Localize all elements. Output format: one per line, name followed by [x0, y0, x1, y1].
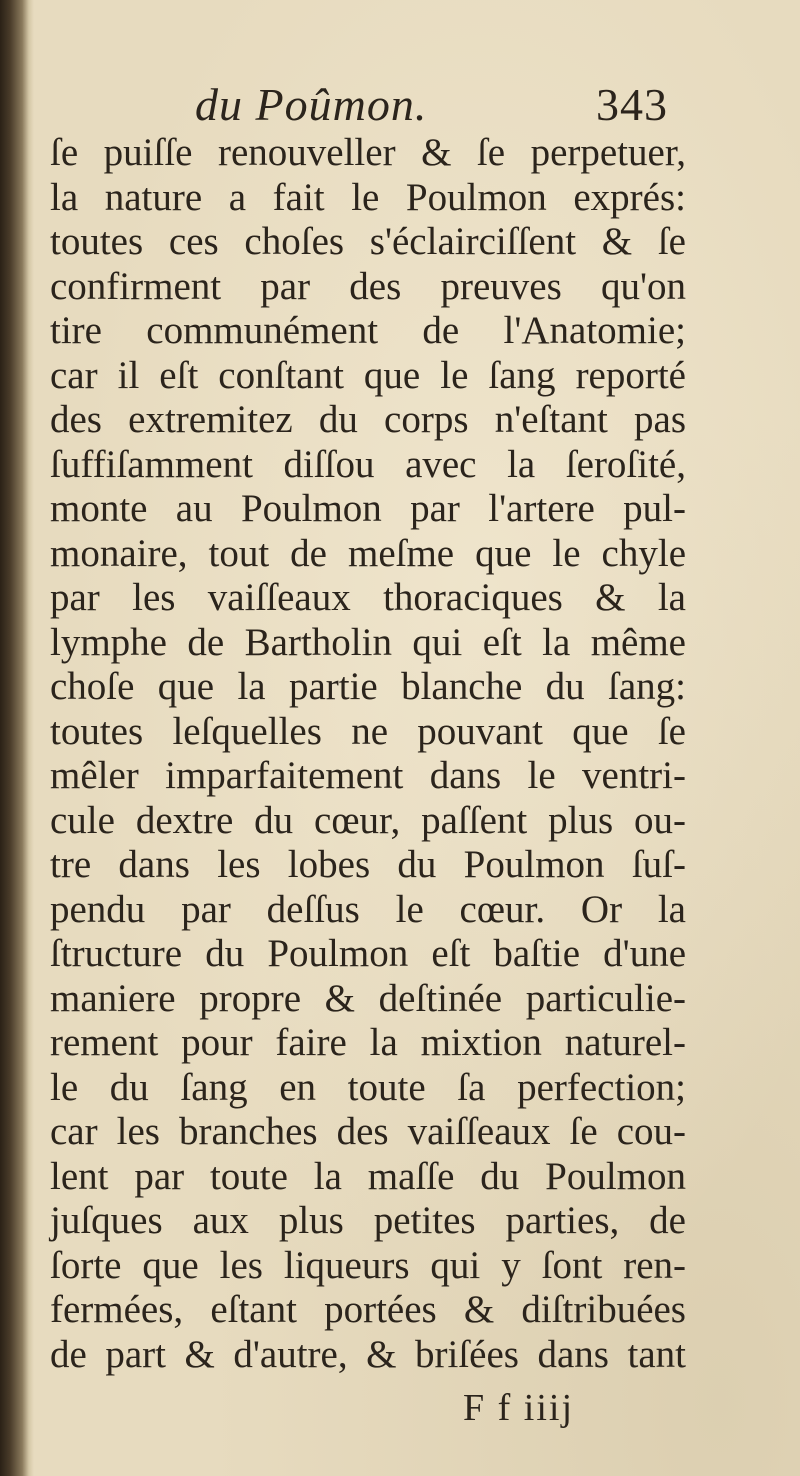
text-line: car les branches des vaiſſeaux ſe cou- [50, 1110, 686, 1153]
text-line: le du ſang en toute ſa perfection; [50, 1065, 686, 1109]
running-title: du Poûmon. [195, 79, 428, 130]
text-line: ſe puiſſe renouveller & ſe perpetuer, [50, 131, 686, 174]
body-text [50, 131, 686, 1377]
page-header [0, 78, 800, 138]
text-line: monaire, tout de meſme que le chyle [50, 531, 686, 575]
text-line: confirment par des preuves qu'on [50, 264, 686, 308]
text-line: des extremitez du corps n'eſtant pas [50, 398, 686, 441]
text-line: toutes leſquelles ne pouvant que ſe [50, 709, 686, 753]
text-line: cule dextre du cœur, paſſent plus ou- [50, 798, 686, 842]
text-line: toutes ces choſes s'éclairciſſent & ſe [50, 220, 686, 263]
text-line: ſtructure du Poulmon eſt baſtie d'une [50, 932, 686, 975]
text-line: lent par toute la maſſe du Poulmon [50, 1154, 686, 1198]
text-line: monte au Poulmon par l'artere pul- [50, 487, 686, 530]
text-line: maniere propre & deſtinée particulie- [50, 976, 686, 1020]
text-line: pendu par deſſus le cœur. Or la [50, 887, 686, 931]
text-line: la nature a fait le Poulmon exprés: [50, 175, 686, 219]
text-line: lymphe de Bartholin qui eſt la même [50, 620, 686, 664]
text-line: car il eſt conſtant que le ſang reporté [50, 353, 686, 397]
text-line: rement pour faire la mixtion naturel- [50, 1021, 686, 1064]
text-line: fermées, eſtant portées & diſtribuées [50, 1288, 686, 1331]
text-line: ſorte que les liqueurs qui y ſont ren- [50, 1243, 686, 1287]
text-line: mêler imparfaitement dans le ventri- [50, 754, 686, 797]
text-line: de part & d'autre, & briſées dans tant [50, 1332, 686, 1376]
text-line: ſuffiſamment diſſou avec la ſeroſité, [50, 442, 686, 486]
text-line: tre dans les lobes du Poulmon ſuſ- [50, 843, 686, 886]
text-line: choſe que la partie blanche du ſang: [50, 665, 686, 708]
page-number: 343 [596, 79, 668, 130]
text-line: par les vaiſſeaux thoraciques & la [50, 576, 686, 619]
text-line: tire communément de l'Anatomie; [50, 309, 686, 352]
text-line: juſques aux plus petites parties, de [50, 1199, 686, 1242]
signature-mark: F f iiij [463, 1387, 575, 1429]
